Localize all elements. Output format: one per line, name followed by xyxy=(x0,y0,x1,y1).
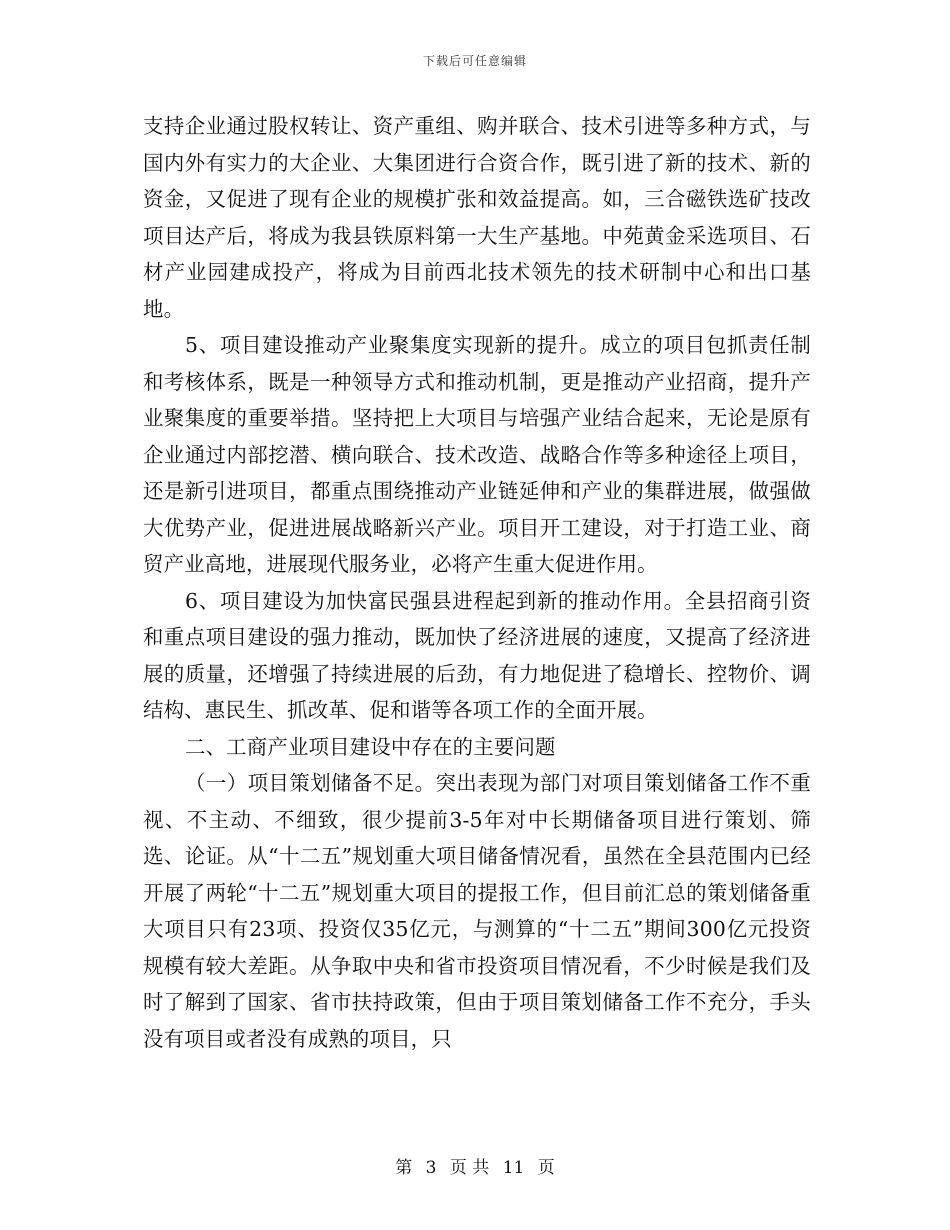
section-heading: 二、工商产业项目建设中存在的主要问题 xyxy=(185,734,556,759)
footer-middle: 页 共 xyxy=(449,1158,490,1178)
paragraph-item-5: 5、项目建设推动产业聚集度实现新的提升。成立的项目包抓责任制和考核体系，既是一种领导方式和推动机制，更是推动产业招商，提升产业聚集度的重要举措。坚持把上大项目与培强产业结合起来，无论是原有企业通过内部挖潜、横向联合、技术改造、战略合作等多种途径上项目，还是新引进项目，都重点围绕推动产业链延伸和产业的集群进展，做强做大优势产业，促进进展战略新兴产业。项目开工建设，对于打造工业、商贸产业高地，进展现代服务业，必将产生重大促进作用。 xyxy=(143,333,811,576)
body-text xyxy=(143,108,811,1057)
paragraph-item-6: 6、项目建设为加快富民强县进程起到新的推动作用。全县招商引资和重点项目建设的强力推动，既加快了经济进展的速度，又提高了经济进展的质量，还增强了持续进展的后劲，有力地促进了稳增长、控物价、调结构、惠民生、抓改革、促和谐等各项工作的全面开展。 xyxy=(143,588,811,722)
header-note: 下载后可任意编辑 xyxy=(422,54,527,68)
page-footer xyxy=(0,1153,950,1178)
footer-prefix: 第 xyxy=(395,1158,413,1178)
paragraph-continuation: 支持企业通过股权转让、资产重组、购并联合、技术引进等多种方式，与国内外有实力的大企业、大集团进行合资合作，既引进了新的技术、新的资金，又促进了现有企业的规模扩张和效益提高。如，三合磁铁选矿技改项目达产后，将成为我县铁原料第一大生产基地。中苑黄金采选项目、石材产业园建成投产，将成为目前西北技术领先的技术研制中心和出口基地。 xyxy=(143,114,811,321)
total-page-number: 11 xyxy=(502,1158,525,1178)
footer-suffix: 页 xyxy=(537,1158,555,1178)
current-page-number: 3 xyxy=(425,1158,437,1178)
paragraph-subsection-1: （一）项目策划储备不足。突出表现为部门对项目策划储备工作不重视、不主动、不细致，很少提前3-5年对中长期储备项目进行策划、筛选、论证。从“十二五”规划重大项目储备情况看，虽然在全县范围内已经开展了两轮“十二五”规划重大项目的提报工作，但目前汇总的策划储备重大项目只有23项、投资仅35亿元，与测算的“十二五”期间300亿元投资规模有较大差距。从争取中央和省市投资项目情况看，不少时候是我们及时了解到了国家、省市扶持政策，但由于项目策划储备工作不充分，手头没有项目或者没有成熟的项目，只 xyxy=(143,771,811,1051)
